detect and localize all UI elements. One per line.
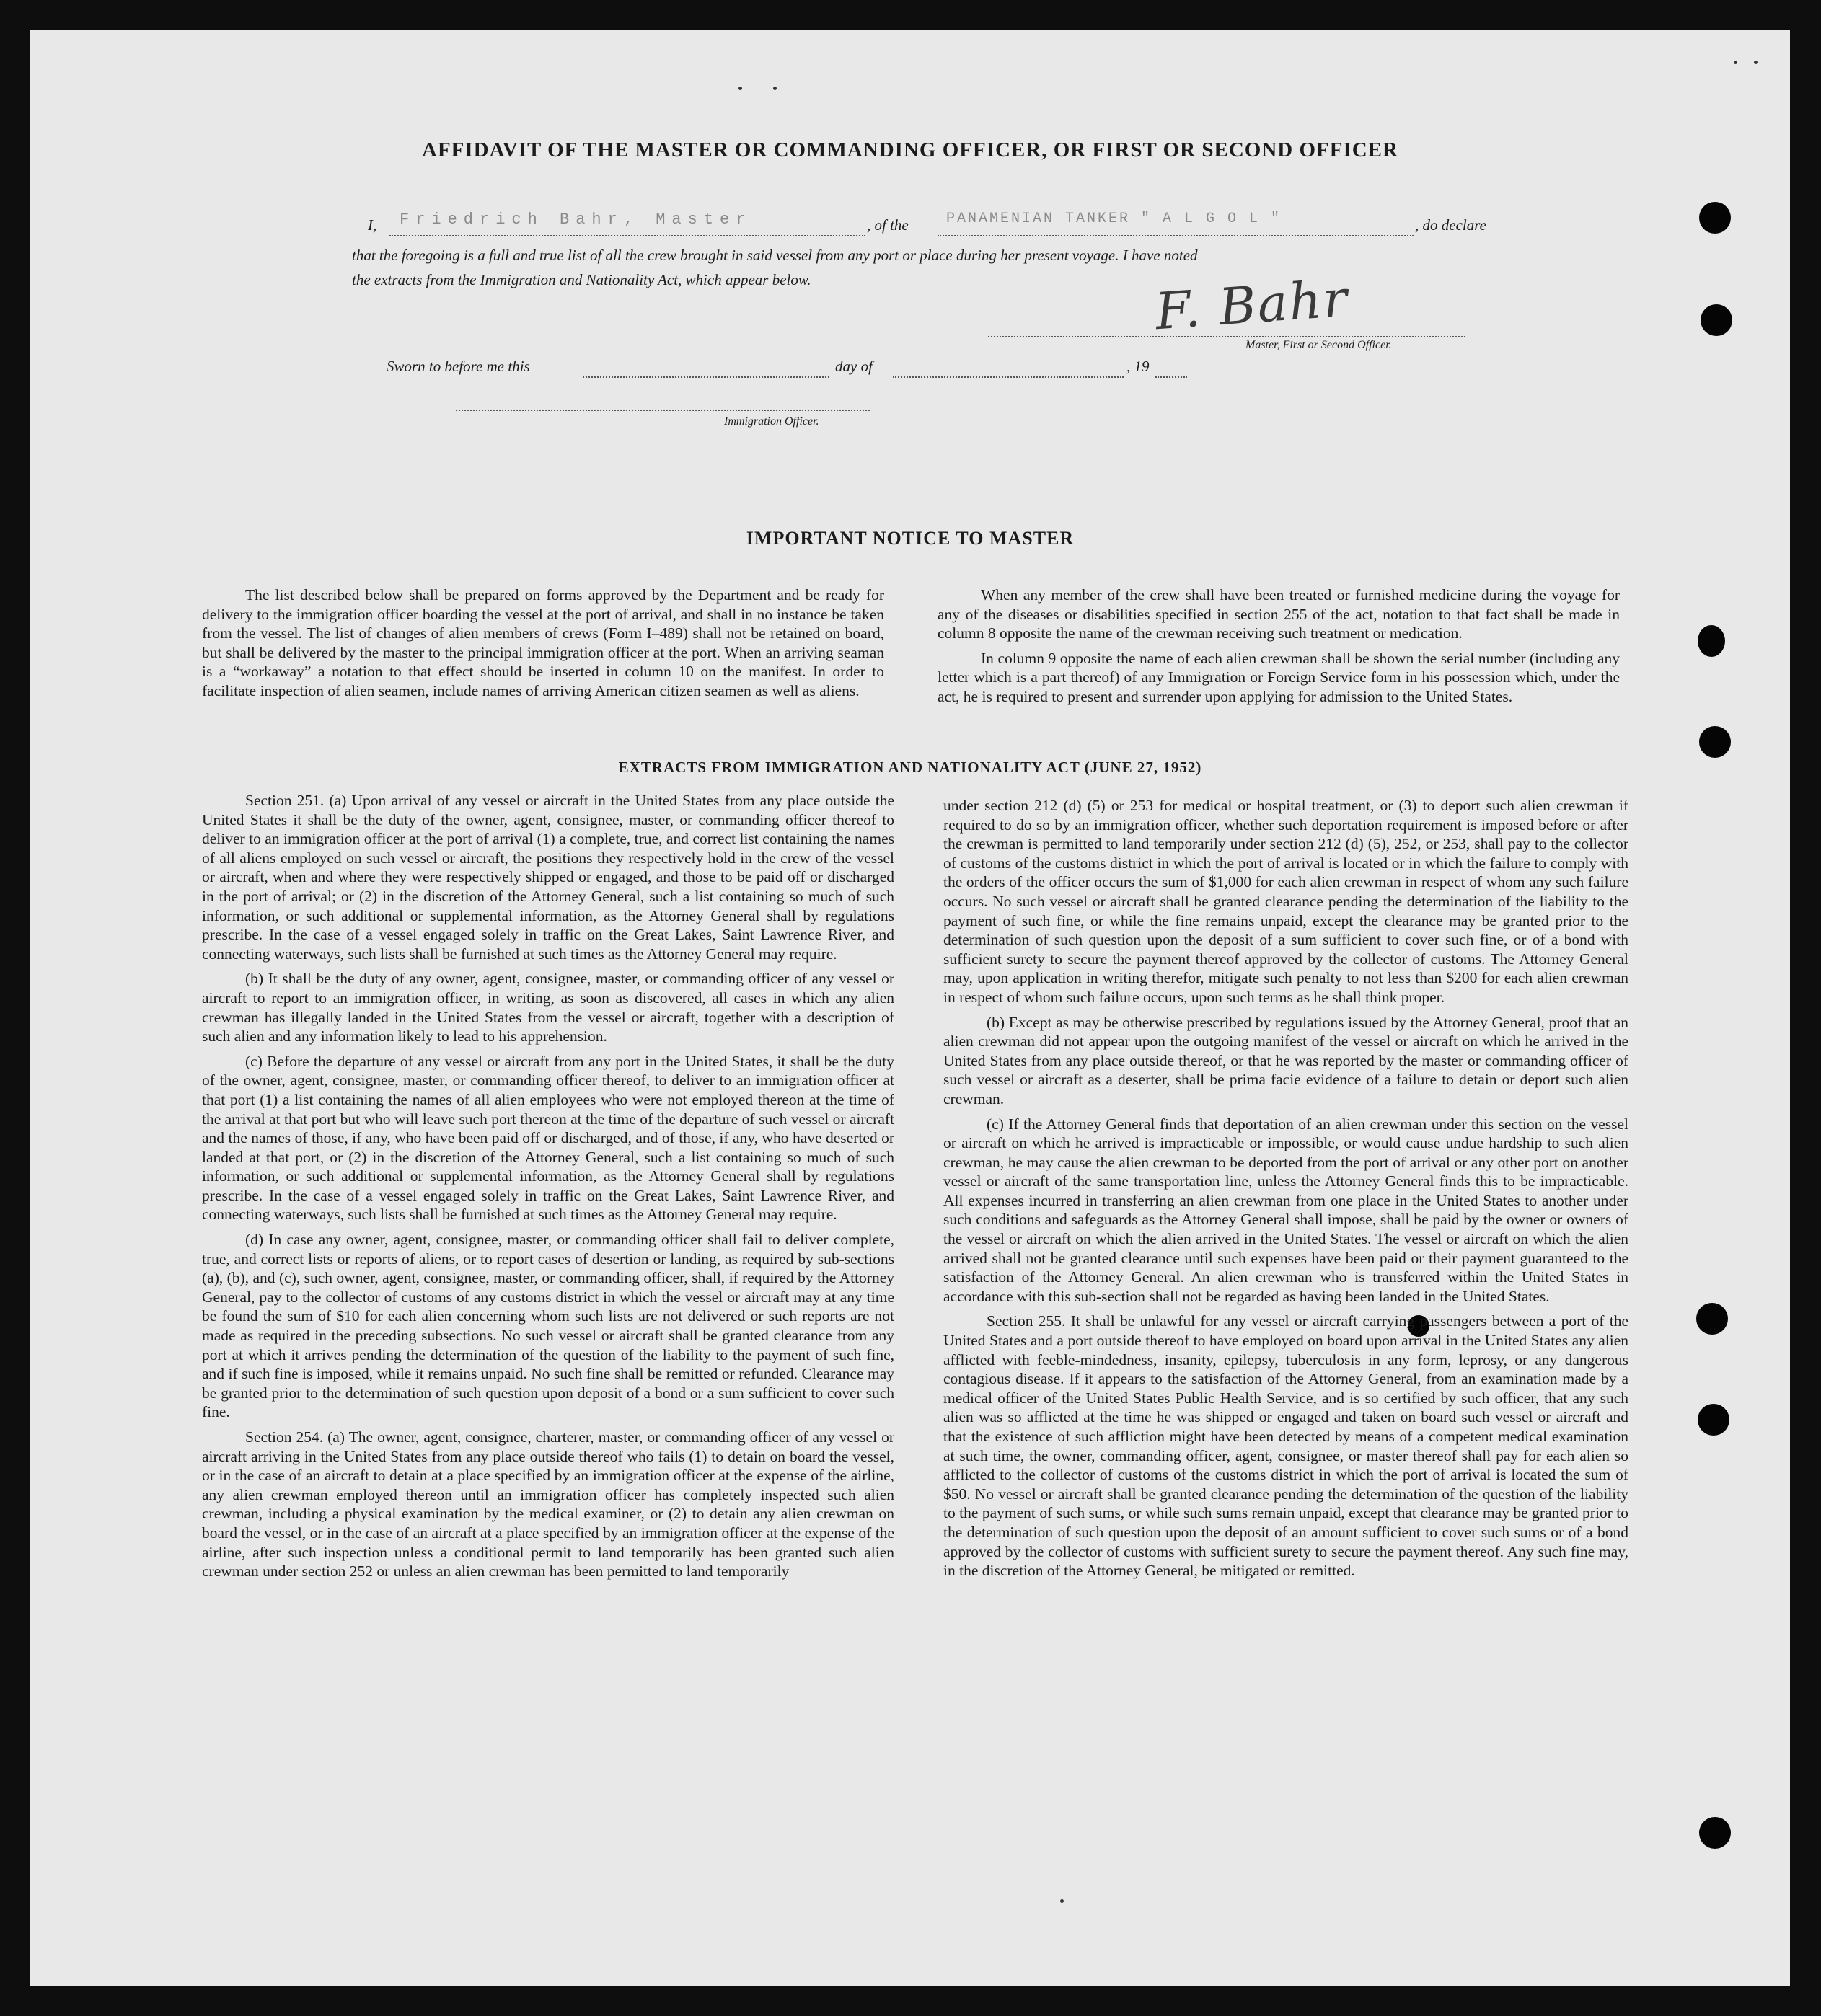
day-of-label: day of [835, 358, 873, 375]
punch-hole [1699, 1817, 1731, 1849]
section-254-b: (b) Except as may be otherwise prescribed by regulations issued by the Attorney General, proof that an alien crewman did not appear upon the outgoing manifest of the vessel or aircraft on which he arrived in the United States from any place outside thereof, or that he was reported by the master or commanding officer of such vessel or aircraft as a deserter, shall be prima facie evidence of a failure to detain or deport such alien crewman. [943, 1013, 1628, 1108]
vessel-underline [938, 235, 1414, 236]
sworn-label: Sworn to before me this [387, 358, 530, 375]
statement-line-2: the extracts from the Immigration and Nationality Act, which appear below. [352, 271, 811, 288]
signature-caption: Master, First or Second Officer. [1245, 339, 1392, 351]
notice-title: IMPORTANT NOTICE TO MASTER [746, 528, 1075, 549]
of-the-label: , of the [867, 216, 909, 234]
notice-right-para-2: In column 9 opposite the name of each alien crewman shall be shown the serial number (including any letter which is a part thereof) of any Immigration or Foreign Service form in his possession which, under the act, he is required to present and surrender upon applying for admission to the United States. [938, 649, 1620, 705]
extracts-right-column [943, 796, 1628, 1586]
sworn-date-underline [583, 376, 829, 378]
notice-right-column [938, 585, 1620, 712]
extracts-title: EXTRACTS FROM IMMIGRATION AND NATIONALITY ACT (JUNE 27, 1952) [618, 759, 1202, 776]
do-declare-label: , do declare [1415, 216, 1486, 234]
officer-caption: Immigration Officer. [724, 415, 819, 428]
speck [738, 87, 742, 90]
punch-hole [1699, 202, 1731, 234]
name-underline [389, 235, 865, 236]
year-underline [1155, 376, 1187, 378]
document-page [30, 30, 1790, 1986]
punch-hole [1699, 726, 1731, 758]
statement-line-1: that the foregoing is a full and true list of all the crew brought in said vessel from any port or place during her present voyage. I have noted [352, 247, 1198, 264]
section-254-c: (c) If the Attorney General finds that deportation of an alien crewman under this section on the vessel or aircraft on which he arrived is impracticable or impossible, or would cause undue hardship to such alien crewman, he may cause the alien crewman to be deported from the port of arrival or any other port on another vessel or aircraft of the same transportation line, unless the Attorney General finds this to be impracticable. All expenses incurred in transferring an alien crewman from one place in the United States to another under such conditions and safeguards as the Attorney General shall impose, shall be paid by the owner or owners of the vessel or aircraft on which the alien arrived in the United States. The vessel or aircraft on which the alien arrived shall not be granted clearance until such expenses have been paid or their payment guaranteed to the satisfaction of the Attorney General. An alien crewman who is transferred within the United States in accordance with this sub-section shall not be regarded as having been landed in the United States. [943, 1115, 1628, 1305]
notice-left-text: The list described below shall be prepared on forms approved by the Department and be ready for delivery to the immigration officer boarding the vessel at the port of arrival, and shall in no instance be taken from the vessel. The list of changes of alien members of crews (Form I–489) shall not be retained on board, but shall be delivered by the master to the principal immigration officer at the port. When an arriving seaman is a “workaway” a notation to that effect should be inserted in column 10 on the manifest. In order to facilitate inspection of alien seamen, include names of arriving American citizen seamen as well as aliens. [202, 586, 884, 699]
year-label: , 19 [1126, 358, 1150, 375]
notice-right-para-1: When any member of the crew shall have been treated or furnished medicine during the voyage for any of the diseases or disabilities specified in section 255 of the act, notation to that fact shall be made in column 8 opposite the name of the crewman receiving such treatment or medication. [938, 586, 1620, 642]
speck [1754, 61, 1758, 64]
month-underline [893, 376, 1124, 378]
notice-left-column [202, 585, 884, 707]
affidavit-title: AFFIDAVIT OF THE MASTER OR COMMANDING OFFICER, OR FIRST OR SECOND OFFICER [422, 138, 1398, 162]
master-signature: F. Bahr [1153, 268, 1351, 342]
i-label: I, [368, 216, 377, 234]
section-254-a-continued: under section 212 (d) (5) or 253 for medical or hospital treatment, or (3) to deport such alien crewman if required to do so by an immigration officer, whether such deportation requirement is imposed before or after the crewman is permitted to land temporarily under section 212 (d) (5), 252, or 253, shall pay to the collector of customs of the customs district in which the port of arrival is located or in which the failure to comply with the orders of the officer occurs the sum of $1,000 for each alien crewman in respect of whom any such failure occurs. No such vessel or aircraft shall be granted clearance pending the determination of the liability to the payment of such fine, or while the fine remains unpaid, except the clearance may be granted prior to the determination of such question upon the deposit of a sum sufficient to cover such fine, or of a bond with sufficient surety to secure the payment thereof approved by the collector of customs. The Attorney General may, upon application in writing therefor, mitigate such penalty to not less than $200 for each alien crewman in respect of whom such failure occurs, upon such terms as he shall think proper. [943, 797, 1628, 1006]
vessel-name: PANAMENIAN TANKER " A L G O L " [946, 211, 1282, 227]
speck [1734, 61, 1737, 64]
officer-signature-line [456, 410, 870, 411]
speck [773, 87, 777, 90]
extracts-left-column [202, 791, 894, 1587]
punch-hole [1696, 1303, 1728, 1335]
speck [1060, 1899, 1064, 1903]
section-251-a: Section 251. (a) Upon arrival of any vessel or aircraft in the United States from any place outside the United States it shall be the duty of the owner, agent, consignee, master, or commanding officer thereof to deliver to an immigration officer at the port of arrival (1) a complete, true, and correct list containing the names of all aliens employed on such vessel or aircraft, the positions they respectively hold in the crew of the vessel or aircraft, when and where they were respectively shipped or engaged, and those to be paid off or discharged in the port of arrival; or (2) in the discretion of the Attorney General, such a list containing so much of such information, or such additional or supplemental information, as the Attorney General shall by regulations prescribe. In the case of a vessel engaged solely in traffic on the Great Lakes, Saint Lawrence River, and connecting waterways, such lists shall be furnished at such times as the Attorney General may require. [202, 792, 894, 963]
punch-hole [1698, 625, 1725, 657]
master-name: Friedrich Bahr, Master [400, 211, 752, 229]
section-251-d: (d) In case any owner, agent, consignee, master, or commanding officer shall fail to deliver complete, true, and correct lists or reports of aliens, or to report cases of desertion or landing, as required by sub-sections (a), (b), and (c), such owner, agent, consignee, master, or commanding officer, shall, if required by the Attorney General, pay to the collector of customs of any customs district in which the vessel or aircraft may at any time be found the sum of $10 for each alien concerning whom such lists are not delivered or such reports are not made as required in the preceding subsections. No such vessel or aircraft shall be granted clearance from any port at which it arrives pending the determination of the question of the liability to the payment of such fine, and if such fine is imposed, while it remains unpaid. No such fine shall be remitted or refunded. Clearance may be granted prior to the determination of such question upon deposit of a bond or a sum sufficient to cover such fine. [202, 1231, 894, 1421]
signature-line [988, 336, 1465, 337]
section-251-c: (c) Before the departure of any vessel or aircraft from any port in the United States, it shall be the duty of the owner, agent, consignee, master, or commanding officer thereof, to deliver to an immigration officer at that port (1) a list containing the names of all alien employees who were not employed thereon at the time of the arrival at that port but who will leave such port thereon at the time of the departure of such vessel or aircraft and the names of those, if any, who have been paid off or discharged, and of those, if any, who have deserted or landed at that port, or (2) in the discretion of the Attorney General, such a list containing so much of such information, or such additional or supplemental information, as the Attorney General shall by regulations prescribe. In the case of a vessel engaged solely in traffic on the Great Lakes, Saint Lawrence River, and connecting waterways, such lists shall be furnished at such times as the Attorney General may require. [202, 1052, 894, 1224]
declaration-line [368, 216, 376, 234]
section-251-b: (b) It shall be the duty of any owner, agent, consignee, master, or commanding officer of any vessel or aircraft to report to an immigration officer, in writing, as soon as discovered, all cases in which any alien crewman has illegally landed in the United States from the vessel or aircraft, together with a description of such alien and any information likely to lead to his apprehension. [202, 970, 894, 1045]
punch-hole [1698, 1404, 1729, 1436]
section-255: Section 255. It shall be unlawful for any vessel or aircraft carrying passengers between a port of the United States and a port outside thereof to have employed on board upon arrival in the United States any alien afflicted with feeble-mindedness, insanity, epilepsy, tuberculosis in any form, leprosy, or any dangerous contagious disease. If it appears to the satisfaction of the Attorney General, from an examination made by a medical officer of the United States Public Health Service, and is so certified by such officer, that any such alien was so afflicted at the time he was shipped or engaged and taken on board such vessel or aircraft and that the existence of such affliction might have been detected by means of a competent medical examination at such time, the owner, commanding officer, agent, consignee, or master thereof shall pay for each alien so afflicted to the collector of customs of the customs district in which the port of arrival is located the sum of $50. No vessel or aircraft shall be granted clearance pending the determination of the question of the liability to the payment of such sums, or while such sums remain unpaid, except that clearance may be granted prior to the determination of such question upon the deposit of an amount sufficient to cover such sums or of a bond approved by the collector of customs with sufficient surety to secure the payment thereof. Any such fine may, in the discretion of the Attorney General, be mitigated or remitted. [943, 1312, 1628, 1580]
section-254-a: Section 254. (a) The owner, agent, consignee, charterer, master, or commanding officer of any vessel or aircraft arriving in the United States from any place outside thereof who fails (1) to detain on board the vessel, or in the case of an aircraft to detain at a place specified by an immigration officer at the expense of the airline, any alien crewman employed thereon until an immigration officer has completely inspected such alien crewman, including a physical examination by the medical examiner, or (2) to detain any alien crewman on board the vessel, or in the case of an aircraft at a place specified by an immigration officer at the expense of the airline, after such inspection unless a conditional permit to land temporarily has been granted such alien crewman under section 252 or unless an alien crewman has been permitted to land temporarily [202, 1428, 894, 1580]
punch-hole [1701, 304, 1732, 336]
